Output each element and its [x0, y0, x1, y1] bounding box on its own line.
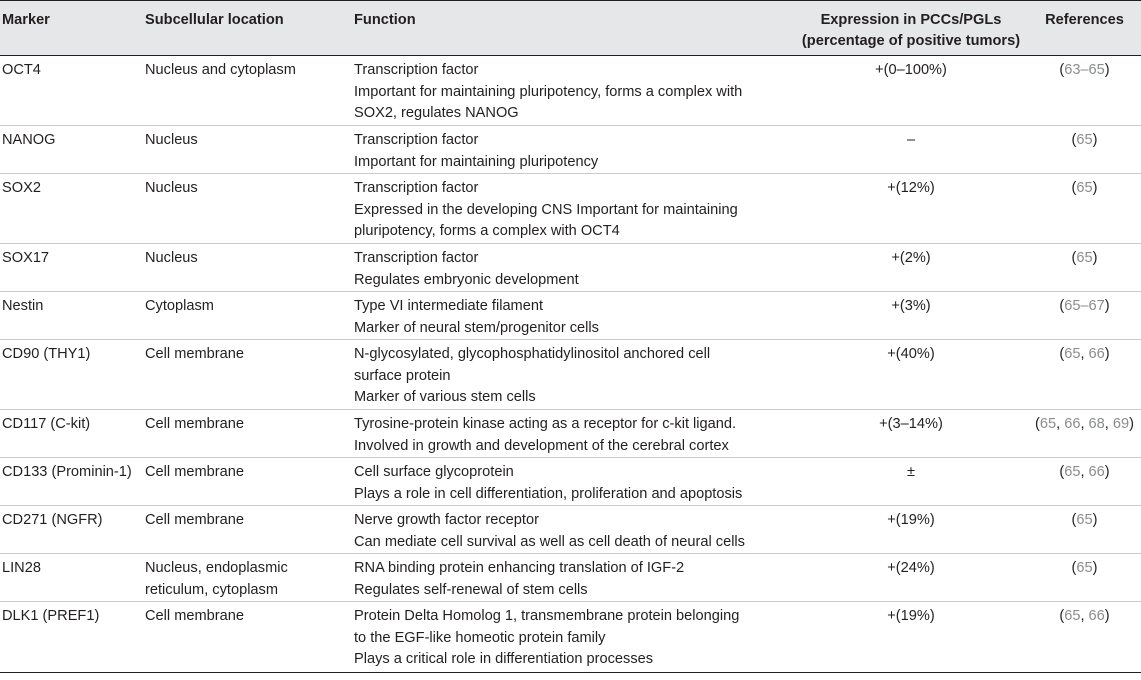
- function-line: Plays a role in cell differentiation, proliferation and apoptosis: [354, 485, 743, 502]
- reference-link[interactable]: 65: [1039, 416, 1057, 432]
- table-row: [0, 458, 1141, 506]
- location-cell: [145, 606, 350, 628]
- reference-link[interactable]: 65: [1064, 464, 1081, 480]
- references-cell: (63–65): [1059, 62, 1110, 78]
- function-line: SOX2, regulates NANOG: [354, 105, 519, 121]
- expression-cell: +(19%): [887, 608, 935, 624]
- references-cell: (65, 66, 68, 69): [1034, 416, 1134, 432]
- references-cell: (65): [1071, 250, 1098, 266]
- reference-link[interactable]: 65: [1076, 180, 1093, 196]
- reference-link[interactable]: 65: [1076, 512, 1093, 528]
- function-line: Nerve growth factor receptor: [354, 512, 539, 528]
- expression-cell: +(2%): [891, 250, 931, 266]
- table-row: [0, 602, 1141, 673]
- references-cell: (65): [1071, 132, 1098, 148]
- reference-link[interactable]: 65: [1076, 132, 1093, 148]
- table-row: [0, 340, 1141, 410]
- marker-cell: CD90 (THY1): [2, 346, 91, 362]
- location-cell: [145, 344, 350, 366]
- function-line: Important for maintaining pluripotency: [354, 153, 599, 170]
- reference-link[interactable]: 66: [1088, 464, 1105, 480]
- reference-link[interactable]: 66: [1064, 416, 1081, 432]
- expression-cell: +(19%): [887, 512, 935, 528]
- location-cell: [145, 130, 350, 152]
- function-line: Protein Delta Homolog 1, transmembrane protein belonging: [354, 608, 740, 624]
- expression-cell: +(0–100%): [875, 62, 947, 78]
- location-cell: [145, 178, 350, 200]
- function-line: Transcription factor: [354, 132, 479, 148]
- function-cell: [354, 344, 794, 409]
- function-cell: [354, 248, 794, 291]
- references-cell: (65, 66): [1059, 608, 1110, 624]
- function-line: Involved in growth and development of the cerebral cortex: [354, 437, 729, 454]
- function-line: Marker of various stem cells: [354, 389, 536, 405]
- references-cell: (65, 66): [1059, 464, 1110, 480]
- table-row: [0, 506, 1141, 554]
- reference-link[interactable]: 68: [1088, 416, 1105, 432]
- function-line: pluripotency, forms a complex with OCT4: [354, 223, 620, 239]
- location-cell: [145, 248, 350, 270]
- reference-link[interactable]: 65: [1076, 250, 1093, 266]
- reference-link[interactable]: 65–67: [1064, 298, 1105, 314]
- function-line: Transcription factor: [354, 180, 479, 196]
- table-row: [0, 244, 1141, 292]
- location-cell: [145, 414, 350, 436]
- function-line: RNA binding protein enhancing translation of IGF-2: [354, 560, 685, 576]
- function-line: Tyrosine-protein kinase acting as a receptor for c-kit ligand.: [354, 416, 737, 432]
- reference-link[interactable]: 69: [1112, 416, 1130, 432]
- function-line: Important for maintaining pluripotency, forms a complex with: [354, 83, 743, 100]
- location-line: Cell membrane: [145, 346, 244, 362]
- location-line: Cell membrane: [145, 416, 244, 432]
- reference-link[interactable]: 65: [1076, 560, 1093, 576]
- location-line: Nucleus: [145, 132, 198, 148]
- function-line: Marker of neural stem/progenitor cells: [354, 319, 599, 336]
- header-references: References: [1045, 12, 1124, 28]
- references-cell: (65): [1071, 560, 1098, 576]
- marker-cell: SOX2: [2, 180, 41, 196]
- function-cell: [354, 296, 794, 339]
- location-cell: [145, 510, 350, 532]
- function-cell: [354, 60, 794, 125]
- marker-cell: LIN28: [2, 560, 41, 576]
- function-cell: [354, 462, 794, 505]
- location-line: Cytoplasm: [145, 298, 214, 314]
- marker-cell: OCT4: [2, 62, 41, 78]
- header-expression: [798, 10, 1024, 52]
- reference-link[interactable]: 65: [1064, 346, 1081, 362]
- marker-cell: CD271 (NGFR): [2, 512, 103, 528]
- references-cell: (65): [1071, 180, 1098, 196]
- location-line: Nucleus and cytoplasm: [145, 62, 296, 78]
- expression-cell: +(12%): [887, 180, 935, 196]
- location-line: Cell membrane: [145, 512, 244, 528]
- function-line: Can mediate cell survival as well as cell death of neural cells: [354, 533, 745, 550]
- function-line: Transcription factor: [354, 250, 479, 266]
- location-line: Cell membrane: [145, 608, 244, 624]
- table-row: [0, 56, 1141, 126]
- function-cell: [354, 558, 794, 601]
- table-header: [0, 0, 1141, 56]
- function-line: Type VI intermediate filament: [354, 298, 543, 314]
- table-body: [0, 56, 1141, 673]
- function-cell: [354, 178, 794, 243]
- table-row: [0, 126, 1141, 174]
- references-cell: (65–67): [1059, 298, 1110, 314]
- location-cell: [145, 60, 350, 82]
- header-marker: Marker: [2, 12, 50, 28]
- function-line: to the EGF-like homeotic protein family: [354, 629, 606, 646]
- expression-cell: +(3%): [891, 298, 931, 314]
- header-expression-line2: (percentage of positive tumors): [801, 33, 1021, 49]
- location-cell: [145, 462, 350, 484]
- marker-cell: DLK1 (PREF1): [2, 608, 100, 624]
- table-row: [0, 410, 1141, 458]
- table-row: [0, 174, 1141, 244]
- function-line: Expressed in the developing CNS Important for maintaining: [354, 201, 738, 218]
- reference-link[interactable]: 66: [1088, 608, 1105, 624]
- marker-cell: CD117 (C-kit): [2, 416, 91, 432]
- expression-cell: +(24%): [887, 560, 935, 576]
- function-line: Regulates embryonic development: [354, 271, 579, 288]
- header-function: Function: [354, 12, 416, 28]
- expression-cell: +(3–14%): [879, 416, 943, 432]
- references-cell: (65): [1071, 512, 1098, 528]
- reference-link[interactable]: 65: [1064, 608, 1081, 624]
- location-line: Cell membrane: [145, 464, 244, 480]
- marker-cell: CD133 (Prominin-1): [2, 464, 132, 480]
- function-cell: [354, 130, 794, 173]
- references-cell: (65, 66): [1059, 346, 1110, 362]
- function-cell: [354, 606, 794, 671]
- table-row: [0, 554, 1141, 602]
- function-line: Cell surface glycoprotein: [354, 464, 514, 480]
- expression-cell: –: [906, 132, 916, 148]
- reference-link[interactable]: 66: [1088, 346, 1105, 362]
- function-line: Plays a critical role in differentiation processes: [354, 651, 654, 667]
- location-cell: [145, 296, 350, 318]
- expression-cell: +(40%): [887, 346, 935, 362]
- function-line: Regulates self-renewal of stem cells: [354, 581, 588, 598]
- header-location: Subcellular location: [145, 12, 284, 28]
- header-expression-line1: Expression in PCCs/PGLs: [820, 12, 1002, 28]
- marker-cell: SOX17: [2, 250, 50, 266]
- location-line: Nucleus, endoplasmic: [145, 560, 288, 576]
- marker-cell: Nestin: [2, 298, 44, 314]
- location-line: reticulum, cytoplasm: [145, 581, 279, 598]
- function-line: surface protein: [354, 367, 451, 384]
- table-row: [0, 292, 1141, 340]
- function-cell: [354, 414, 794, 457]
- function-line: N-glycosylated, glycophosphatidylinositol anchored cell: [354, 346, 711, 362]
- function-line: Transcription factor: [354, 62, 479, 78]
- reference-link[interactable]: 63–65: [1064, 62, 1105, 78]
- location-line: Nucleus: [145, 250, 198, 266]
- expression-cell: ±: [906, 464, 915, 480]
- location-cell: [145, 558, 350, 601]
- marker-cell: NANOG: [2, 132, 56, 148]
- location-line: Nucleus: [145, 180, 198, 196]
- function-cell: [354, 510, 794, 553]
